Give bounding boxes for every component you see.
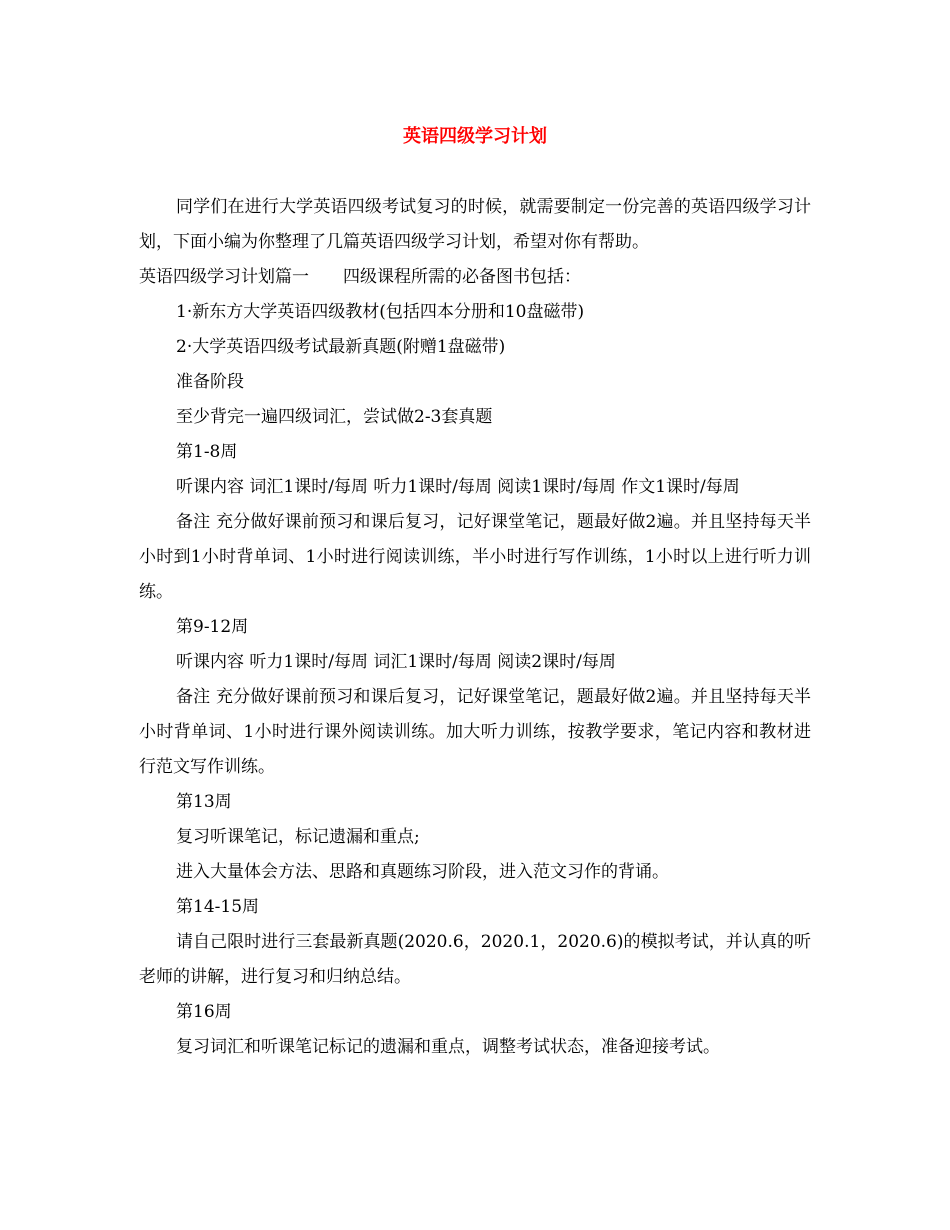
intro-paragraph: 同学们在进行大学英语四级考试复习的时候，就需要制定一份完善的英语四级学习计划，下面小编为你整理了几篇英语四级学习计划，希望对你有帮助。 (139, 197, 811, 252)
week-heading-16: 第16周 (176, 1002, 232, 1022)
week-16-description: 复习词汇和听课笔记标记的遗漏和重点，调整考试状态，准备迎接考试。 (176, 1037, 720, 1057)
book-item-2: 2·大学英语四级考试最新真题(附赠1盘磁带) (176, 337, 506, 357)
section-heading: 英语四级学习计划篇一 四级课程所需的必备图书包括： (139, 267, 581, 287)
week-14-15-description: 请自己限时进行三套最新真题(2020.6，2020.1，2020.6)的模拟考试，并认真的听老师的讲解，进行复习和归纳总结。 (139, 932, 811, 987)
stage-description: 至少背完一遍四级词汇，尝试做2-3套真题 (176, 407, 493, 427)
week-13-item-2: 进入大量体会方法、思路和真题练习阶段，进入范文习作的背诵。 (176, 862, 669, 882)
week-heading-14-15: 第14-15周 (176, 897, 260, 917)
document-title: 英语四级学习计划 (403, 126, 547, 147)
remark-1-8: 备注 充分做好课前预习和课后复习，记好课堂笔记，题最好做2遍。并且坚持每天半小时到1小时背单词、1小时进行阅读训练，半小时进行写作训练，1小时以上进行听力训练。 (139, 512, 811, 602)
remark-9-12: 备注 充分做好课前预习和课后复习，记好课堂笔记，题最好做2遍。并且坚持每天半小时背单词、1小时进行课外阅读训练。加大听力训练，按教学要求，笔记内容和教材进行范文写作训练。 (139, 687, 811, 777)
book-item-1: 1·新东方大学英语四级教材(包括四本分册和10盘磁带) (176, 302, 585, 322)
document-body (139, 190, 811, 1065)
week-heading-1-8: 第1-8周 (176, 442, 238, 462)
week-heading-13: 第13周 (176, 792, 232, 812)
week-heading-9-12: 第9-12周 (176, 617, 249, 637)
week-13-item-1: 复习听课笔记，标记遗漏和重点; (176, 827, 420, 847)
course-content-9-12: 听课内容 听力1课时/每周 词汇1课时/每周 阅读2课时/每周 (176, 652, 616, 672)
course-content-1-8: 听课内容 词汇1课时/每周 听力1课时/每周 阅读1课时/每周 作文1课时/每周 (176, 477, 740, 497)
stage-heading: 准备阶段 (176, 372, 244, 392)
